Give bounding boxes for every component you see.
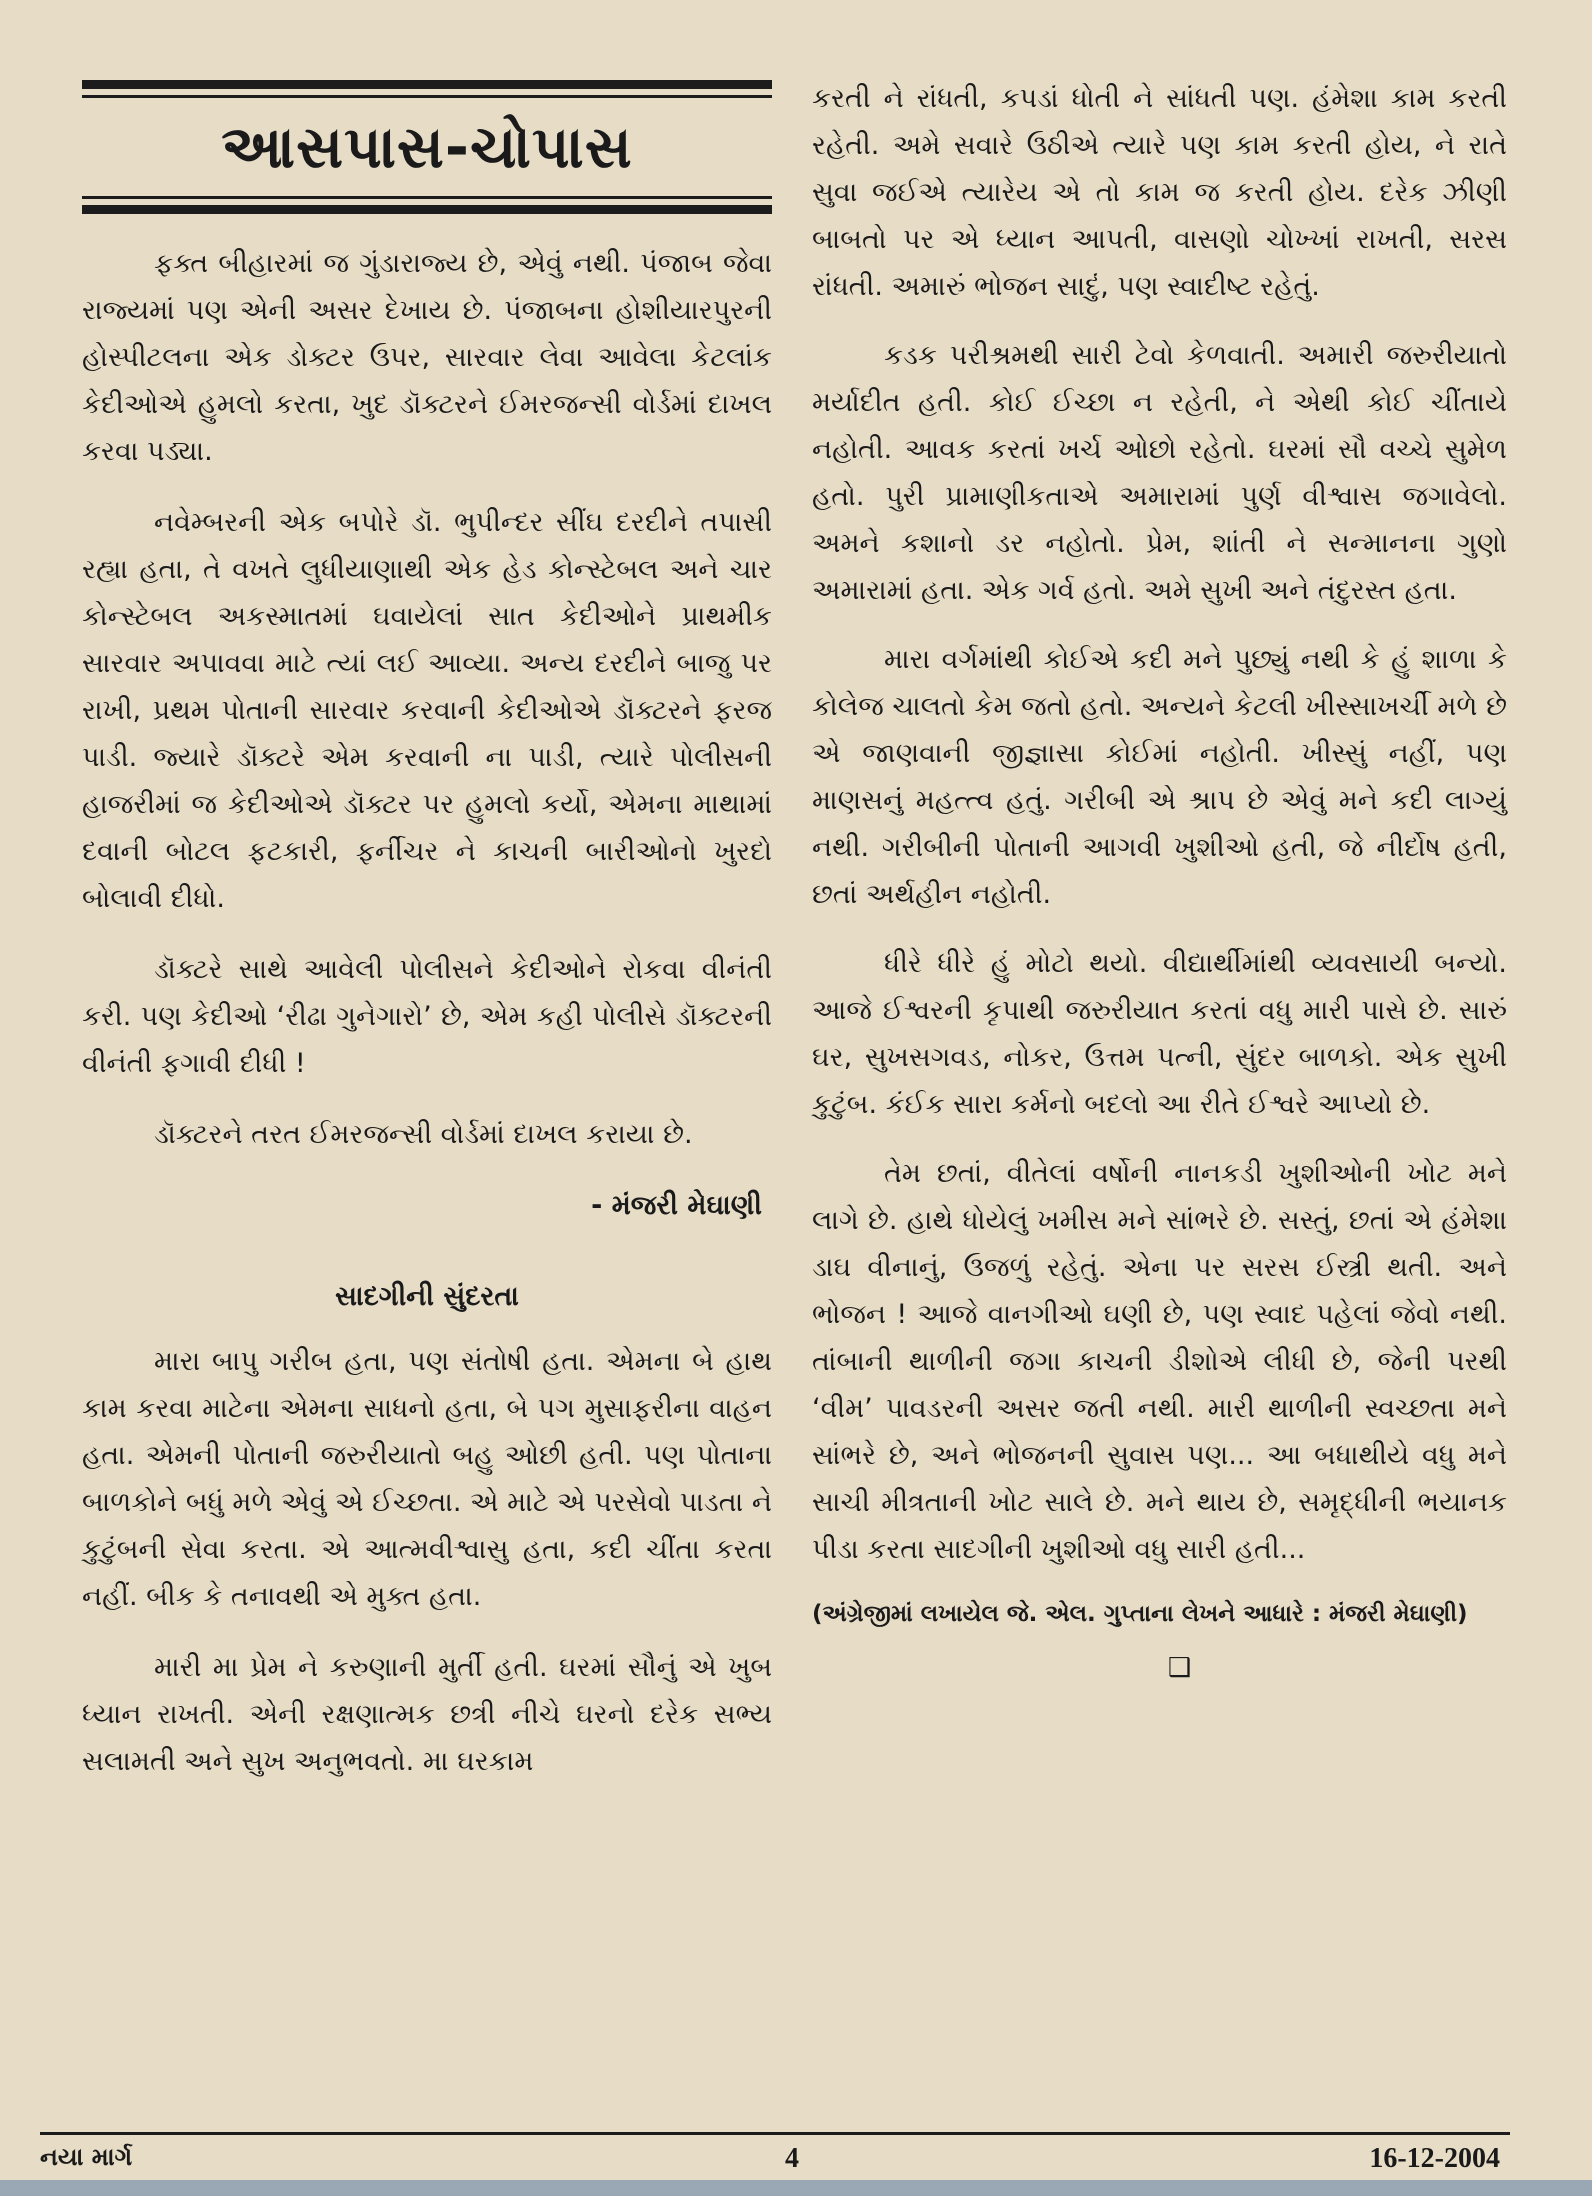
page-number: 4 — [785, 2143, 799, 2174]
article-paragraph: ધીરે ધીરે હું મોટો થયો. વીદ્યાર્થીમાંથી વ્યવસાયી બન્યો. આજે ઈશ્વરની કૃપાથી જરુરીયાત કરતાં વધુ મારી પાસે છે. સારું ઘર, સુખસગવડ, નોકર, ઉત્તમ પત્ની, સુંદર બાળકો. એક સુખી કુટુંબ. કંઈક સારા કર્મનો બદલો આ રીતે ઈશ્વરે આપ્યો છે. — [812, 948, 1507, 1120]
masthead-bottom-thin-rule — [82, 196, 772, 199]
article-paragraph: ડૉક્ટરે સાથે આવેલી પોલીસને કેદીઓને રોકવા વીનંતી કરી. પણ કેદીઓ ‘રીઢા ગુનેગારો’ છે, એમ કહી પોલીસે ડૉક્ટરની વીનંતી ફગાવી દીધી ! — [82, 954, 772, 1079]
article-paragraph: કરતી ને રાંધતી, કપડાં ધોતી ને સાંધતી પણ. હંમેશા કામ કરતી રહેતી. અમે સવારે ઉઠીએ ત્યારે પણ કામ કરતી હોય, ને રાતે સુવા જઈએ ત્યારેય એ તો કામ જ કરતી હોય. દરેક ઝીણી બાબતો પર એ ધ્યાન આપતી, વાસણો ચોખ્ખાં રાખતી, સરસ રાંધતી. અમારું ભોજન સાદું, પણ સ્વાદીષ્ટ રહેતું. — [812, 83, 1507, 302]
article-paragraph: કડક પરીશ્રમથી સારી ટેવો કેળવાતી. અમારી જરુરીયાતો મર્યાદીત હતી. કોઈ ઈચ્છા ન રહેતી, ને એથી કોઈ ચીંતાયે નહોતી. આવક કરતાં ખર્ચ ઓછો રહેતો. ઘરમાં સૌ વચ્ચે સુમેળ હતો. પુરી પ્રામાણીકતાએ અમારામાં પુર્ણ વીશ્વાસ જગાવેલો. અમને કશાનો ડર નહોતો. પ્રેમ, શાંતી ને સન્માનના ગુણો અમારામાં હતા. એક ગર્વ હતો. અમે સુખી અને તંદુરસ્ત હતા. — [812, 340, 1507, 606]
end-of-article-mark: ❑ — [1167, 1653, 1192, 1683]
article-paragraph: મારી મા પ્રેમ ને કરુણાની મુર્તી હતી. ઘરમાં સૌનું એ ખુબ ધ્યાન રાખતી. એની રક્ષણાત્મક છત્રી નીચે ઘરનો દરેક સભ્ય સલામતી અને સુખ અનુભવતો. મા ઘરકામ — [82, 1652, 772, 1777]
article-paragraph: ડૉક્ટરને તરત ઈમરજન્સી વોર્ડમાં દાખલ કરાયા છે. — [154, 1119, 693, 1150]
article-subheading: સાદગીની સુંદરતા — [335, 1281, 519, 1312]
article-paragraph: નવેમ્બરની એક બપોરે ડૉ. ભુપીન્દર સીંઘ દરદીને તપાસી રહ્યા હતા, તે વખતે લુધીયાણાથી એક હેડ કોન્સ્ટેબલ અને ચાર કોન્સ્ટેબલ અકસ્માતમાં ઘવાયેલાં સાત કેદીઓને પ્રાથમીક સારવાર અપાવવા માટે ત્યાં લઈ આવ્યા. અન્ય દરદીને બાજુ પર રાખી, પ્રથમ પોતાની સારવાર કરવાની કેદીઓએ ડૉક્ટરને ફરજ પાડી. જ્યારે ડૉક્ટરે એમ કરવાની ના પાડી, ત્યારે પોલીસની હાજરીમાં જ કેદીઓએ ડૉક્ટર પર હુમલો કર્યો, એમના માથામાં દવાની બોટલ ફટકારી, ફર્નીચર ને કાચની બારીઓનો ખુરદો બોલાવી દીધો. — [82, 507, 772, 914]
footer-rule — [40, 2132, 1510, 2135]
masthead-top-thin-rule — [82, 95, 772, 98]
section-title: આસપાસ-ચોપાસ — [221, 113, 633, 181]
article-paragraph: મારા બાપુ ગરીબ હતા, પણ સંતોષી હતા. એમના બે હાથ કામ કરવા માટેના એમના સાધનો હતા, બે પગ મુસાફરીના વાહન હતા. એમની પોતાની જરુરીયાતો બહુ ઓછી હતી. પણ પોતાના બાળકોને બધું મળે એવું એ ઈચ્છતા. એ માટે એ પરસેવો પાડતા ને કુટુંબની સેવા કરતા. એ આત્મવીશ્વાસુ હતા, કદી ચીંતા કરતા નહીં. બીક કે તનાવથી એ મુક્ત હતા. — [82, 1346, 772, 1612]
issue-date: 16-12-2004 — [1369, 2143, 1500, 2174]
section-masthead — [82, 80, 772, 214]
right-column — [812, 75, 1507, 1692]
masthead-top-rule — [82, 80, 772, 89]
publication-name: નયા માર્ગ — [40, 2143, 133, 2171]
masthead-bottom-rule — [82, 205, 772, 214]
left-column — [82, 70, 772, 1809]
author-signature: - મંજરી મેઘાણી — [591, 1190, 762, 1221]
article-paragraph: ફક્ત બીહારમાં જ ગુંડારાજ્ય છે, એવું નથી. પંજાબ જેવા રાજ્યમાં પણ એની અસર દેખાય છે. પંજાબના હોશીયારપુરની હોસ્પીટલના એક ડોક્ટર ઉપર, સારવાર લેવા આવેલા કેટલાંક કેદીઓએ હુમલો કરતા, ખુદ ડૉક્ટરને ઈમરજન્સી વોર્ડમાં દાખલ કરવા પડ્યા. — [82, 248, 772, 467]
article-credit: (અંગ્રેજીમાં લખાયેલ જે. એલ. ગુપ્તાના લેખને આધારે : મંજરી મેઘાણી) — [812, 1601, 1468, 1627]
scan-edge-strip — [0, 2180, 1592, 2196]
article-paragraph: તેમ છતાં, વીતેલાં વર્ષોની નાનકડી ખુશીઓની ખોટ મને લાગે છે. હાથે ધોયેલું ખમીસ મને સાંભરે છે. સસ્તું, છતાં એ હંમેશા ડાઘ વીનાનું, ઉજળું રહેતું. એના પર સરસ ઈસ્ત્રી થતી. અને ભોજન ! આજે વાનગીઓ ઘણી છે, પણ સ્વાદ પહેલાં જેવો નથી. તાંબાની થાળીની જગા કાચની ડીશોએ લીધી છે, જેની પરથી ‘વીમ’ પાવડરની અસર જતી નથી. મારી થાળીની સ્વચ્છતા મને સાંભરે છે, અને ભોજનની સુવાસ પણ... આ બધાથીયે વધુ મને સાચી મીત્રતાની ખોટ સાલે છે. મને થાય છે, સમૃદ્ધીની ભયાનક પીડા કરતા સાદગીની ખુશીઓ વધુ સારી હતી... — [812, 1158, 1507, 1565]
article-paragraph: મારા વર્ગમાંથી કોઈએ કદી મને પુછ્યું નથી કે હું શાળા કે કોલેજ ચાલતો કેમ જતો હતો. અન્યને કેટલી ખીસ્સાખર્ચી મળે છે એ જાણવાની જીજ્ઞાસા કોઈમાં નહોતી. ખીસ્સું નહીં, પણ માણસનું મહત્ત્વ હતું. ગરીબી એ શ્રાપ છે એવું મને કદી લાગ્યું નથી. ગરીબીની પોતાની આગવી ખુશીઓ હતી, જે નીર્દોષ હતી, છતાં અર્થહીન નહોતી. — [812, 644, 1507, 910]
